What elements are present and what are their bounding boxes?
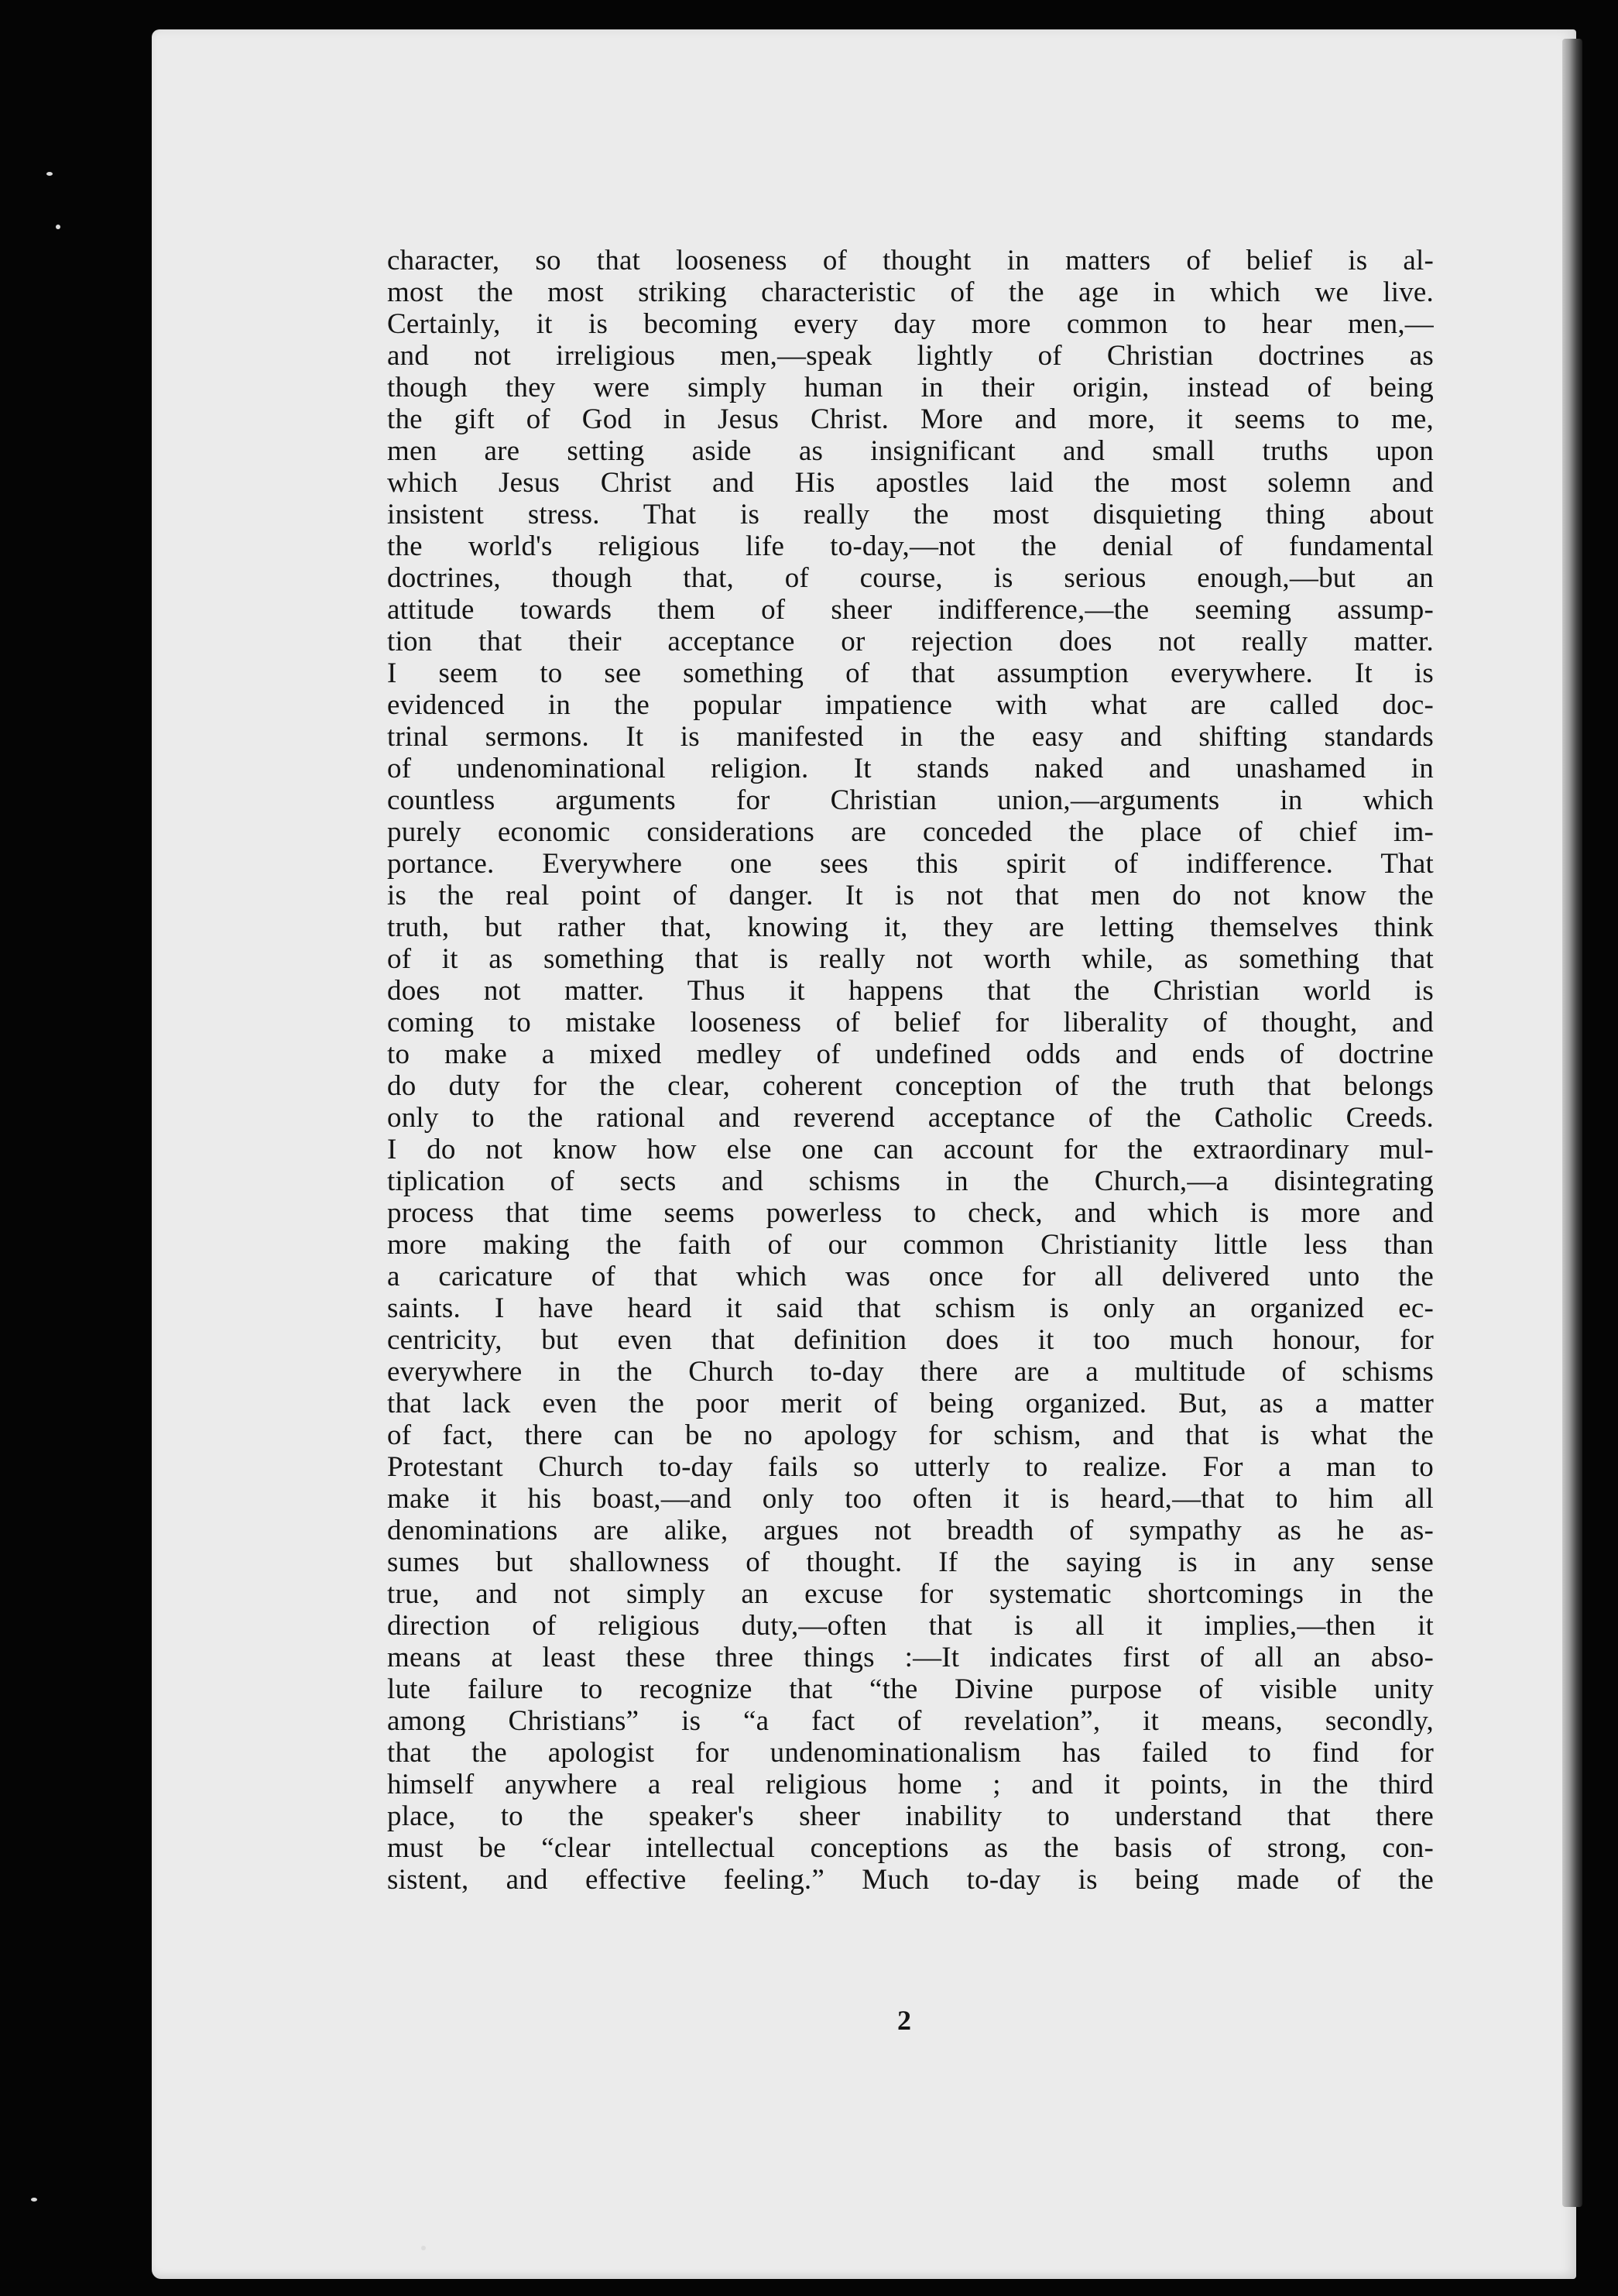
text-line: insistent stress. That is really the most disquieting thing about [387,499,1434,530]
text-line: denominations are alike, argues not breadth of sympathy as he as- [387,1515,1434,1546]
text-line: do duty for the clear, coherent conception of the truth that belongs [387,1070,1434,1102]
text-line: only to the rational and reverend acceptance of the Catholic Creeds. [387,1102,1434,1134]
text-line: that the apologist for undenominationalism has failed to find for [387,1737,1434,1769]
text-line: attitude towards them of sheer indifference,—the seeming assump- [387,594,1434,626]
text-line: everywhere in the Church to-day there are a multitude of schisms [387,1356,1434,1388]
text-line: process that time seems powerless to check, and which is more and [387,1197,1434,1229]
text-line: countless arguments for Christian union,—arguments in which [387,784,1434,816]
text-line: must be “clear intellectual conceptions as the basis of strong, con- [387,1832,1434,1864]
page-number: 2 [897,2005,911,2036]
text-line: Protestant Church to-day fails so utterly to realize. For a man to [387,1451,1434,1483]
text-line: direction of religious duty,—often that is all it implies,—then it [387,1610,1434,1642]
text-line: though they were simply human in their origin, instead of being [387,372,1434,403]
text-line: the world's religious life to-day,—not the denial of fundamental [387,530,1434,562]
text-line: true, and not simply an excuse for systematic shortcomings in the [387,1578,1434,1610]
scan-speck [46,172,53,176]
scan-speck [56,225,60,229]
text-line: saints. I have heard it said that schism is only an organized ec- [387,1292,1434,1324]
book-spine-edge [1562,39,1582,2207]
text-line: make it his boast,—and only too often it is heard,—that to him all [387,1483,1434,1515]
text-line: which Jesus Christ and His apostles laid the most solemn and [387,467,1434,499]
text-line: lute failure to recognize that “the Divine purpose of visible unity [387,1673,1434,1705]
text-line: centricity, but even that definition does it too much honour, for [387,1324,1434,1356]
text-line: I do not know how else one can account for the extraordinary mul- [387,1134,1434,1165]
text-line: that lack even the poor merit of being organized. But, as a matter [387,1388,1434,1419]
text-line: among Christians” is “a fact of revelation”, it means, secondly, [387,1705,1434,1737]
text-line: truth, but rather that, knowing it, they are letting themselves think [387,911,1434,943]
text-line: tiplication of sects and schisms in the Church,—a disintegrating [387,1165,1434,1197]
body-text [387,245,1434,1896]
text-line: to make a mixed medley of undefined odds and ends of doctrine [387,1038,1434,1070]
text-line: of fact, there can be no apology for schism, and that is what the [387,1419,1434,1451]
text-line: more making the faith of our common Christianity little less than [387,1229,1434,1261]
text-line: Certainly, it is becoming every day more common to hear men,— [387,308,1434,340]
text-line: is the real point of danger. It is not that men do not know the [387,880,1434,911]
text-line: place, to the speaker's sheer inability to understand that there [387,1800,1434,1832]
text-line: trinal sermons. It is manifested in the easy and shifting standards [387,721,1434,753]
scan-speck [421,2246,426,2250]
text-line: means at least these three things :—It indicates first of all an abso- [387,1642,1434,1673]
text-line: purely economic considerations are conceded the place of chief im- [387,816,1434,848]
text-line: men are setting aside as insignificant and small truths upon [387,435,1434,467]
scan-speck [31,2198,37,2202]
text-line: tion that their acceptance or rejection does not really matter. [387,626,1434,657]
text-line: evidenced in the popular impatience with what are called doc- [387,689,1434,721]
text-line: portance. Everywhere one sees this spirit of indifference. That [387,848,1434,880]
text-line: doctrines, though that, of course, is serious enough,—but an [387,562,1434,594]
text-line: of it as something that is really not worth while, as something that [387,943,1434,975]
text-line: himself anywhere a real religious home ; and it points, in the third [387,1769,1434,1800]
text-line: sistent, and effective feeling.” Much to-day is being made of the [387,1864,1434,1896]
text-line: I seem to see something of that assumption everywhere. It is [387,657,1434,689]
text-line: most the most striking characteristic of the age in which we live. [387,276,1434,308]
text-line: a caricature of that which was once for all delivered unto the [387,1261,1434,1292]
text-line: and not irreligious men,—speak lightly of Christian doctrines as [387,340,1434,372]
text-line: character, so that looseness of thought in matters of belief is al- [387,245,1434,276]
text-line: sumes but shallowness of thought. If the saying is in any sense [387,1546,1434,1578]
text-line: the gift of God in Jesus Christ. More and more, it seems to me, [387,403,1434,435]
text-line: does not matter. Thus it happens that the Christian world is [387,975,1434,1007]
text-line: of undenominational religion. It stands naked and unashamed in [387,753,1434,784]
text-line: coming to mistake looseness of belief for liberality of thought, and [387,1007,1434,1038]
